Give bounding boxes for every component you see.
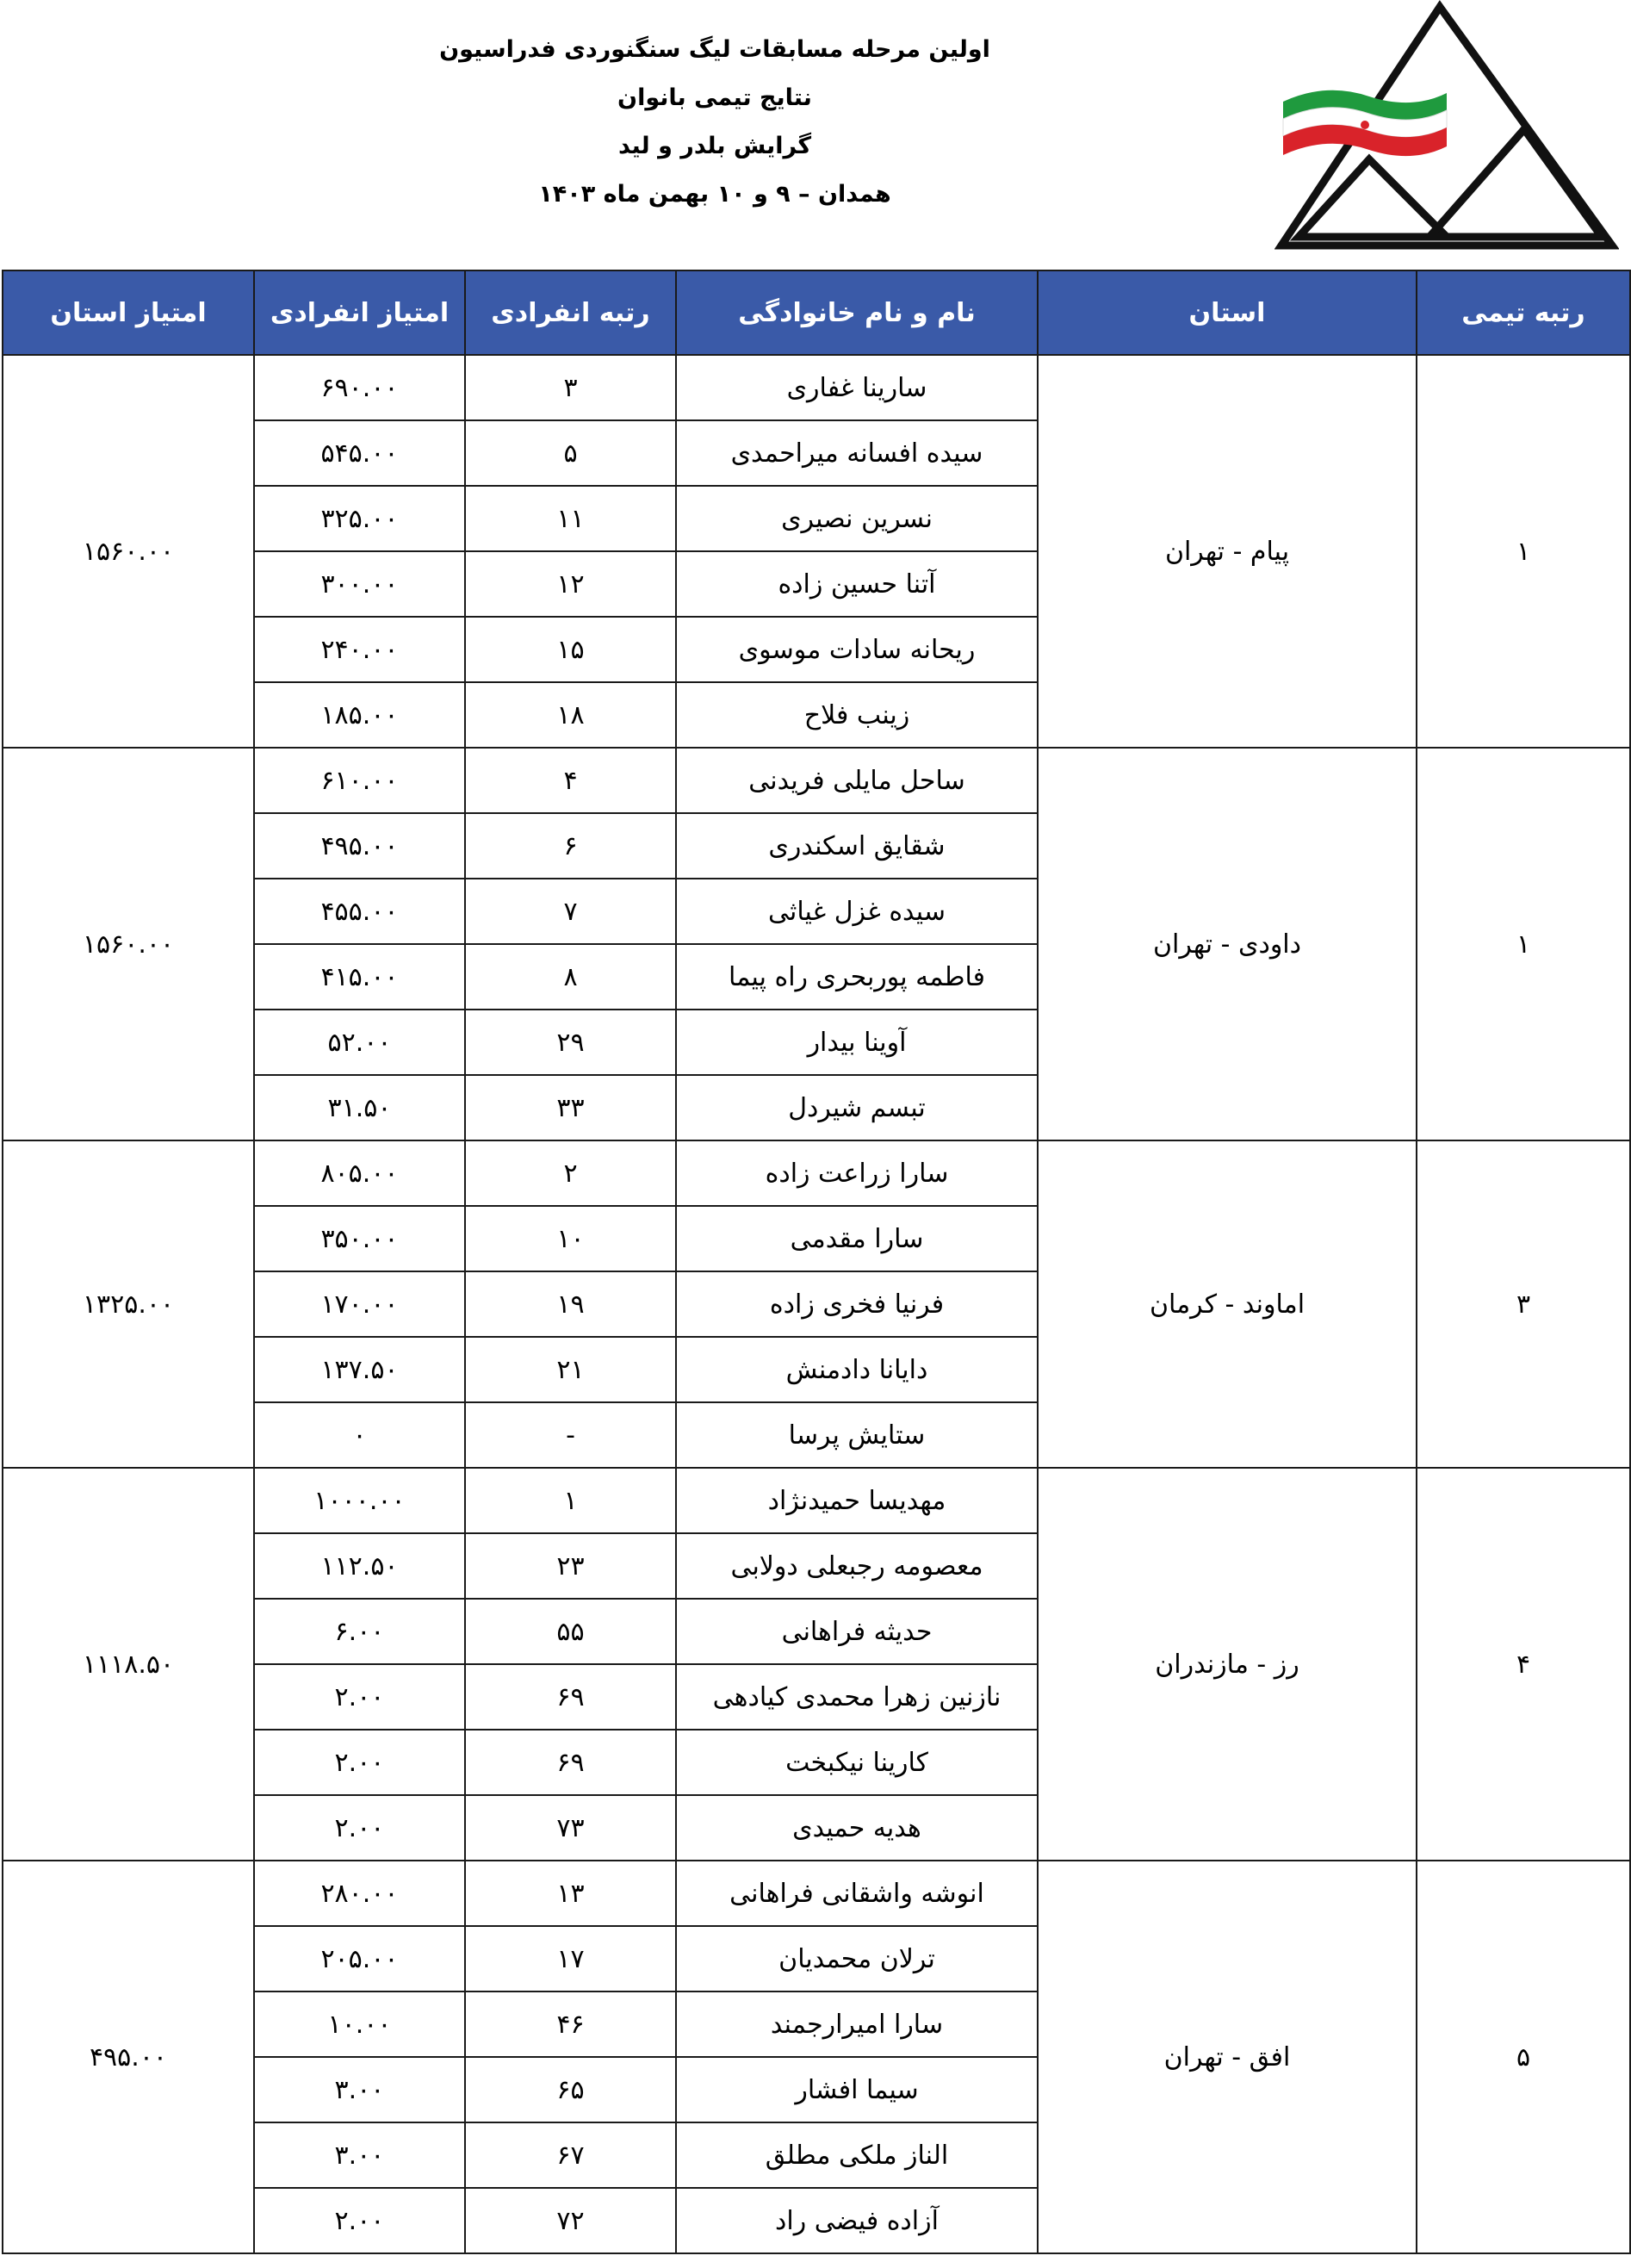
- member-name: نسرین نصیری: [676, 486, 1038, 551]
- member-name: شقایق اسکندری: [676, 813, 1038, 879]
- member-score: ۸۰۵.۰۰: [254, 1140, 465, 1206]
- member-name: سارا مقدمی: [676, 1206, 1038, 1271]
- member-name: زینب فلاح: [676, 682, 1038, 748]
- member-name: آزاده فیضی راد: [676, 2188, 1038, 2253]
- member-score: ۳۱.۵۰: [254, 1075, 465, 1140]
- team-rank: ۴: [1417, 1468, 1630, 1861]
- member-name: الناز ملکی مطلق: [676, 2122, 1038, 2188]
- member-name: ساحل مایلی فریدنی: [676, 748, 1038, 813]
- member-name: ترلان محمدیان: [676, 1926, 1038, 1991]
- team-rank: ۱: [1417, 748, 1630, 1140]
- member-score: ۲۰۵.۰۰: [254, 1926, 465, 1991]
- member-rank: ۱۵: [465, 617, 676, 682]
- table-header-row: [3, 270, 1630, 355]
- member-name: ریحانه سادات موسوی: [676, 617, 1038, 682]
- team-province: رز - مازندران: [1038, 1468, 1417, 1861]
- member-rank: ۶: [465, 813, 676, 879]
- member-rank: ۳: [465, 355, 676, 420]
- table-row: [3, 1140, 1630, 1206]
- member-name: تبسم شیردل: [676, 1075, 1038, 1140]
- member-rank: ۲۹: [465, 1010, 676, 1075]
- member-score: ۳۵۰.۰۰: [254, 1206, 465, 1271]
- header-province-score: امتیاز استان: [3, 270, 254, 355]
- table-row: [3, 1468, 1630, 1533]
- header-individual-score: امتیاز انفرادی: [254, 270, 465, 355]
- team-rank: ۳: [1417, 1140, 1630, 1468]
- member-rank: ۱۸: [465, 682, 676, 748]
- member-score: ۳.۰۰: [254, 2057, 465, 2122]
- member-score: ۱۰.۰۰: [254, 1991, 465, 2057]
- member-name: دایانا دادمنش: [676, 1337, 1038, 1402]
- member-rank: -: [465, 1402, 676, 1468]
- member-score: ۱۷۰.۰۰: [254, 1271, 465, 1337]
- member-name: انوشه واشقانی فراهانی: [676, 1861, 1038, 1926]
- member-name: سارا امیرارجمند: [676, 1991, 1038, 2057]
- member-name: نازنین زهرا محمدی کیادهی: [676, 1664, 1038, 1730]
- member-rank: ۳۳: [465, 1075, 676, 1140]
- member-score: ۶.۰۰: [254, 1599, 465, 1664]
- member-rank: ۱۱: [465, 486, 676, 551]
- member-rank: ۱: [465, 1468, 676, 1533]
- member-score: ۲.۰۰: [254, 2188, 465, 2253]
- member-rank: ۲۱: [465, 1337, 676, 1402]
- member-score: ۱۱۲.۵۰: [254, 1533, 465, 1599]
- member-score: ۶۹۰.۰۰: [254, 355, 465, 420]
- table-row: [3, 748, 1630, 813]
- team-province: پیام - تهران: [1038, 355, 1417, 748]
- header-team-rank: رتبه تیمی: [1417, 270, 1630, 355]
- header-province: استان: [1038, 270, 1417, 355]
- member-score: ۵۴۵.۰۰: [254, 420, 465, 486]
- member-rank: ۷۳: [465, 1795, 676, 1861]
- member-rank: ۷: [465, 879, 676, 944]
- member-name: آوینا بیدار: [676, 1010, 1038, 1075]
- member-score: ۲.۰۰: [254, 1730, 465, 1795]
- member-rank: ۱۲: [465, 551, 676, 617]
- member-name: حدیثه فراهانی: [676, 1599, 1038, 1664]
- member-rank: ۴: [465, 748, 676, 813]
- member-name: فاطمه پوربحری راه پیما: [676, 944, 1038, 1010]
- member-rank: ۱۰: [465, 1206, 676, 1271]
- member-name: معصومه رجبعلی دولابی: [676, 1533, 1038, 1599]
- title-block: [413, 26, 1016, 219]
- member-score: ۶۱۰.۰۰: [254, 748, 465, 813]
- team-total: ۴۹۵.۰۰: [3, 1861, 254, 2253]
- team-rank: ۱: [1417, 355, 1630, 748]
- member-name: سارینا غفاری: [676, 355, 1038, 420]
- member-rank: ۶۹: [465, 1664, 676, 1730]
- federation-logo: [1274, 0, 1619, 258]
- team-province: افق - تهران: [1038, 1861, 1417, 2253]
- member-rank: ۵: [465, 420, 676, 486]
- member-score: ۳.۰۰: [254, 2122, 465, 2188]
- team-results-table: [2, 270, 1631, 2254]
- member-rank: ۷۲: [465, 2188, 676, 2253]
- member-score: ۲.۰۰: [254, 1795, 465, 1861]
- member-rank: ۵۵: [465, 1599, 676, 1664]
- results-subtitle: نتایج تیمی بانوان: [617, 84, 812, 111]
- member-score: ۲.۰۰: [254, 1664, 465, 1730]
- team-total: ۱۱۱۸.۵۰: [3, 1468, 254, 1861]
- header-individual-rank: رتبه انفرادی: [465, 270, 676, 355]
- member-rank: ۲: [465, 1140, 676, 1206]
- member-name: سیده افسانه میراحمدی: [676, 420, 1038, 486]
- member-rank: ۶۷: [465, 2122, 676, 2188]
- member-rank: ۱۳: [465, 1861, 676, 1926]
- member-name: کارینا نیکبخت: [676, 1730, 1038, 1795]
- member-score: ۵۲.۰۰: [254, 1010, 465, 1075]
- team-province: اماوند - کرمان: [1038, 1140, 1417, 1468]
- member-score: ۲۴۰.۰۰: [254, 617, 465, 682]
- member-name: آتنا حسین زاده: [676, 551, 1038, 617]
- member-score: ۳۲۵.۰۰: [254, 486, 465, 551]
- table-row: [3, 1861, 1630, 1926]
- member-name: سارا زراعت زاده: [676, 1140, 1038, 1206]
- member-score: ۳۰۰.۰۰: [254, 551, 465, 617]
- table-row: [3, 355, 1630, 420]
- member-score: ۴۱۵.۰۰: [254, 944, 465, 1010]
- discipline-subtitle: گرایش بلدر و لید: [617, 133, 812, 159]
- member-name: سیما افشار: [676, 2057, 1038, 2122]
- member-score: ۰: [254, 1402, 465, 1468]
- team-total: ۱۵۶۰.۰۰: [3, 355, 254, 748]
- team-rank: ۵: [1417, 1861, 1630, 2253]
- team-total: ۱۳۲۵.۰۰: [3, 1140, 254, 1468]
- header-name: نام و نام خانوادگی: [676, 270, 1038, 355]
- member-score: ۱۰۰۰.۰۰: [254, 1468, 465, 1533]
- flag-icon: [1283, 90, 1447, 156]
- member-name: سیده غزل غیاثی: [676, 879, 1038, 944]
- team-total: ۱۵۶۰.۰۰: [3, 748, 254, 1140]
- member-name: ستایش پرسا: [676, 1402, 1038, 1468]
- member-rank: ۴۶: [465, 1991, 676, 2057]
- member-rank: ۸: [465, 944, 676, 1010]
- member-score: ۱۳۷.۵۰: [254, 1337, 465, 1402]
- member-name: هدیه حمیدی: [676, 1795, 1038, 1861]
- competition-title: اولین مرحله مسابقات لیگ سنگنوردی فدراسیون: [439, 36, 990, 63]
- member-score: ۲۸۰.۰۰: [254, 1861, 465, 1926]
- member-score: ۴۵۵.۰۰: [254, 879, 465, 944]
- member-rank: ۶۹: [465, 1730, 676, 1795]
- member-rank: ۱۷: [465, 1926, 676, 1991]
- member-rank: ۱۹: [465, 1271, 676, 1337]
- team-province: داودی - تهران: [1038, 748, 1417, 1140]
- member-score: ۱۸۵.۰۰: [254, 682, 465, 748]
- member-rank: ۶۵: [465, 2057, 676, 2122]
- page-header: [0, 0, 1631, 269]
- member-name: مهدیسا حمیدنژاد: [676, 1468, 1038, 1533]
- member-rank: ۲۳: [465, 1533, 676, 1599]
- member-name: فرنیا فخری زاده: [676, 1271, 1038, 1337]
- venue-date: همدان – ۹ و ۱۰ بهمن ماه ۱۴۰۳: [538, 181, 891, 208]
- member-score: ۴۹۵.۰۰: [254, 813, 465, 879]
